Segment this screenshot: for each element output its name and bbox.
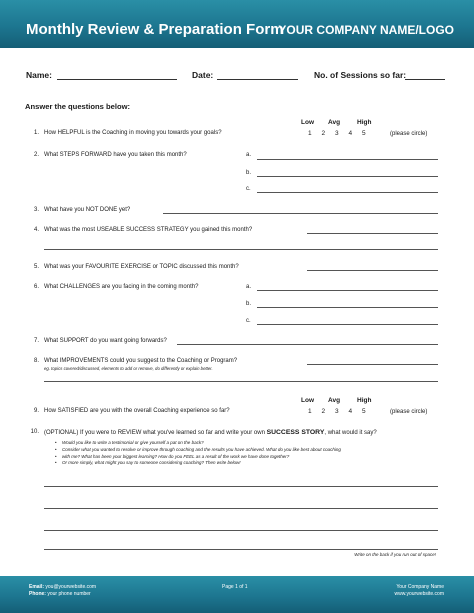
rating-5[interactable]: 5 [361,130,366,137]
question-text-post: , what would it say? [324,430,377,436]
rating-3[interactable]: 3 [334,130,339,137]
question-number: 7. [33,338,39,344]
answer-line[interactable] [257,307,438,308]
answer-line[interactable] [307,270,438,271]
question-text: What was your FAVOURITE EXERCISE or TOPIC discussed this month? [44,264,239,270]
sub-label-c: c. [246,318,251,324]
rating-4[interactable]: 4 [348,130,353,137]
phone-number: your phone number [47,591,91,597]
footer-banner [0,576,474,613]
instructions: Answer the questions below: [25,102,131,111]
answer-line[interactable] [44,549,438,550]
form-title: Monthly Review & Preparation Form [26,21,284,38]
answer-line[interactable] [177,344,438,345]
question-number: 3. [33,207,39,213]
sessions-label: No. of Sessions so far: [314,70,407,80]
sub-label-c: c. [246,186,251,192]
rating-2[interactable]: 2 [321,408,326,415]
scale-avg-label: Avg [328,397,341,404]
company-logo-text: YOUR COMPANY NAME/LOGO [278,23,454,37]
rating-4[interactable]: 4 [348,408,353,415]
name-field[interactable] [57,79,177,80]
sub-label-b: b. [246,301,252,307]
answer-line[interactable] [257,159,438,160]
question-text: What have you NOT DONE yet? [44,207,131,213]
answer-line[interactable] [44,508,438,509]
answer-line[interactable] [163,213,438,214]
footer-company-name: Your Company Name [396,584,444,590]
rating-3[interactable]: 3 [334,408,339,415]
answer-line[interactable] [44,530,438,531]
phone-label: Phone: [29,591,46,597]
sessions-field[interactable] [405,79,445,80]
question-text: What SUPPORT do you want going forwards? [44,338,167,344]
footer-company [395,584,444,598]
question-number: 1. [33,130,39,136]
email-link[interactable]: you@yourwebsite.com [45,584,97,590]
info-row [0,70,474,84]
question-number: 5. [33,264,39,270]
list-item-continued: with me? What has been your biggest learning? How do you FEEL as a result of the work we have done together? [62,453,290,459]
question-number: 10. [30,429,39,435]
question-text: How SATISFIED are you with the overall Coaching experience so far? [44,408,230,414]
rating-scale-9[interactable] [303,408,371,415]
list-item: • Or more simply, what might you say to someone considering coaching? Then write below! [55,460,341,465]
answer-line[interactable] [257,192,438,193]
write-on-back-note: Write on the back if you run out of space! [354,552,436,557]
name-label: Name: [26,70,52,80]
question-number: 6. [33,284,39,290]
scale-low-label: Low [301,119,314,126]
scale-high-label: High [357,119,372,126]
scale-low-label: Low [301,397,314,404]
question-10-bullets [55,440,341,467]
question-text: How HELPFUL is the Coaching in moving you towards your goals? [44,130,222,136]
question-number: 2. [33,152,39,158]
list-item: • Would you like to write a testimonial or give yourself a pat on the back? [55,440,341,445]
question-text: What STEPS FORWARD have you taken this month? [44,152,187,158]
date-field[interactable] [217,79,298,80]
question-text: What IMPROVEMENTS could you suggest to the Coaching or Program? [44,358,238,364]
question-text-bold: SUCCESS STORY [266,429,325,436]
question-text-pre: (OPTIONAL) If you were to REVIEW what you've learned so far and write your own [44,430,267,436]
page-number: Page 1 of 1 [222,584,248,590]
answer-line[interactable] [44,381,438,382]
header-banner [0,0,474,48]
sub-label-b: b. [246,170,252,176]
list-item: • Consider what you wanted to resolve or improve through coaching and the results you have achieved. What do you like best about coaching [55,447,341,452]
scale-avg-label: Avg [328,119,341,126]
question-number: 8. [33,358,39,364]
question-text: What CHALLENGES are you facing in the coming month? [44,284,199,290]
rating-scale-1[interactable] [303,130,371,137]
question-number: 4. [33,227,39,233]
rating-2[interactable]: 2 [321,130,326,137]
footer-contact [29,584,96,598]
sub-label-a: a. [246,152,252,158]
scale-high-label: High [357,397,372,404]
email-label: Email: [29,584,45,590]
rating-1[interactable]: 1 [307,130,312,137]
answer-line[interactable] [257,324,438,325]
website-link[interactable]: www.yourwebsite.com [394,591,444,597]
question-8-note: eg. topics covered/discussed, elements to add or remove, do differently or explain better. [44,366,213,371]
date-label: Date: [192,70,214,80]
answer-line[interactable] [257,290,438,291]
answer-line[interactable] [257,176,438,177]
circle-note: (please circle) [390,131,428,137]
question-text: What was the most USEABLE SUCCESS STRATEGY you gained this month? [44,227,253,233]
rating-5[interactable]: 5 [361,408,366,415]
circle-note: (please circle) [390,409,428,415]
question-number: 9. [33,408,39,414]
list-item [55,454,341,459]
answer-line[interactable] [307,364,438,365]
answer-line[interactable] [44,486,438,487]
sub-label-a: a. [246,284,252,290]
question-text [44,429,377,436]
rating-1[interactable]: 1 [307,408,312,415]
answer-line[interactable] [44,249,438,250]
answer-line[interactable] [307,233,438,234]
